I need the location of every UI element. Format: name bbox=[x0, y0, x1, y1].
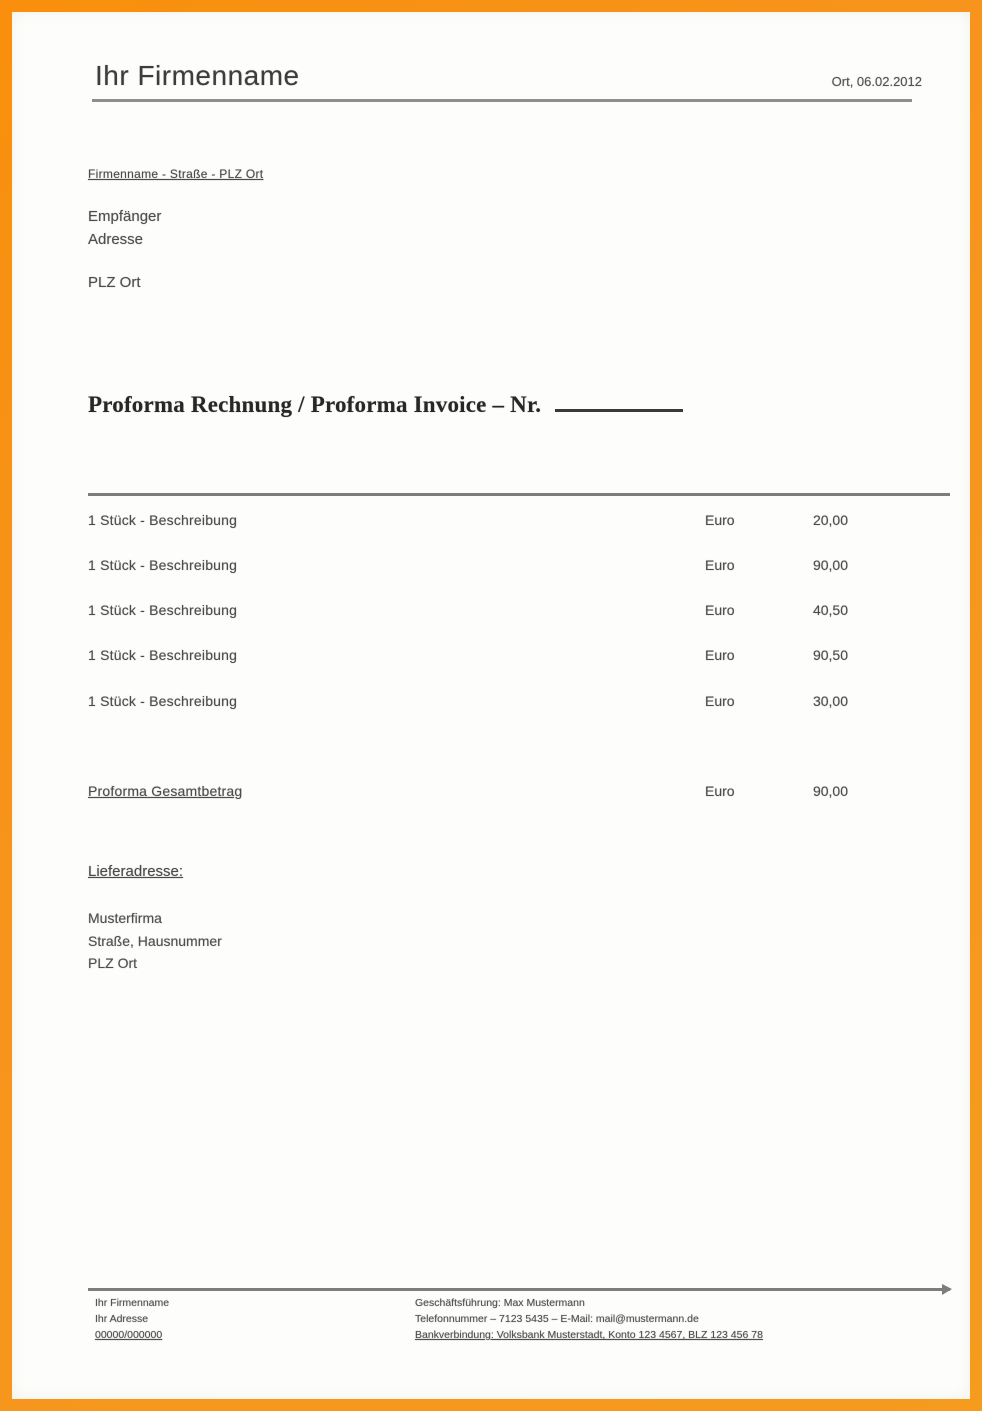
item-row bbox=[88, 557, 848, 577]
footer-bank-details: Bankverbindung: Volksbank Musterstadt, Konto 123 4567, BLZ 123 456 78 bbox=[415, 1329, 763, 1341]
total-row bbox=[88, 783, 848, 803]
invoice-page bbox=[12, 12, 970, 1399]
footer-address: Ihr Adresse bbox=[95, 1313, 149, 1325]
item-row bbox=[88, 602, 848, 622]
invoice-number-blank bbox=[555, 394, 683, 412]
page-content bbox=[12, 12, 970, 1399]
item-row bbox=[88, 647, 848, 667]
delivery-company: Musterfirma bbox=[88, 910, 162, 926]
footer-divider-arrow-icon bbox=[942, 1284, 952, 1295]
footer-divider bbox=[88, 1288, 950, 1291]
header-date: Ort, 06.02.2012 bbox=[831, 74, 922, 89]
item-amount: 90,00 bbox=[812, 557, 848, 573]
company-name: Ihr Firmenname bbox=[95, 60, 300, 91]
item-row bbox=[88, 512, 848, 532]
item-amount: 20,00 bbox=[812, 512, 848, 528]
item-currency: Euro bbox=[705, 647, 735, 663]
item-description: 1 Stück - Beschreibung bbox=[88, 647, 238, 663]
total-amount: 90,00 bbox=[812, 783, 848, 799]
sender-address-line: Firmenname - Straße - PLZ Ort bbox=[88, 167, 264, 181]
footer-management: Geschäftsführung: Max Mustermann bbox=[415, 1297, 585, 1309]
item-amount: 40,50 bbox=[812, 602, 848, 618]
item-description: 1 Stück - Beschreibung bbox=[88, 693, 238, 709]
item-currency: Euro bbox=[705, 512, 735, 528]
item-currency: Euro bbox=[705, 693, 735, 709]
item-currency: Euro bbox=[705, 602, 735, 618]
footer-left-column bbox=[95, 1295, 395, 1343]
total-label: Proforma Gesamtbetrag bbox=[88, 783, 243, 799]
footer-company: Ihr Firmenname bbox=[95, 1297, 170, 1309]
item-description: 1 Stück - Beschreibung bbox=[88, 512, 238, 528]
delivery-city: PLZ Ort bbox=[88, 955, 138, 971]
document-title-text: Proforma Rechnung / Proforma Invoice – Nr. bbox=[88, 392, 542, 417]
footer-contact: Telefonnummer – 7123 5435 – E-Mail: mail@mustermann.de bbox=[415, 1313, 699, 1325]
footer-right-column bbox=[415, 1295, 935, 1343]
total-currency: Euro bbox=[705, 783, 735, 799]
delivery-address-heading: Lieferadresse: bbox=[88, 863, 184, 880]
recipient-city: PLZ Ort bbox=[88, 274, 141, 291]
recipient-street: Adresse bbox=[88, 231, 144, 248]
delivery-street: Straße, Hausnummer bbox=[88, 933, 222, 949]
item-description: 1 Stück - Beschreibung bbox=[88, 557, 238, 573]
document-title bbox=[88, 392, 683, 418]
recipient-name: Empfänger bbox=[88, 208, 162, 225]
item-description: 1 Stück - Beschreibung bbox=[88, 602, 238, 618]
item-amount: 30,00 bbox=[812, 693, 848, 709]
header-divider bbox=[92, 99, 912, 102]
item-currency: Euro bbox=[705, 557, 735, 573]
item-amount: 90,50 bbox=[812, 647, 848, 663]
items-divider bbox=[88, 493, 950, 496]
footer-phone: 00000/000000 bbox=[95, 1329, 163, 1341]
item-row bbox=[88, 693, 848, 713]
